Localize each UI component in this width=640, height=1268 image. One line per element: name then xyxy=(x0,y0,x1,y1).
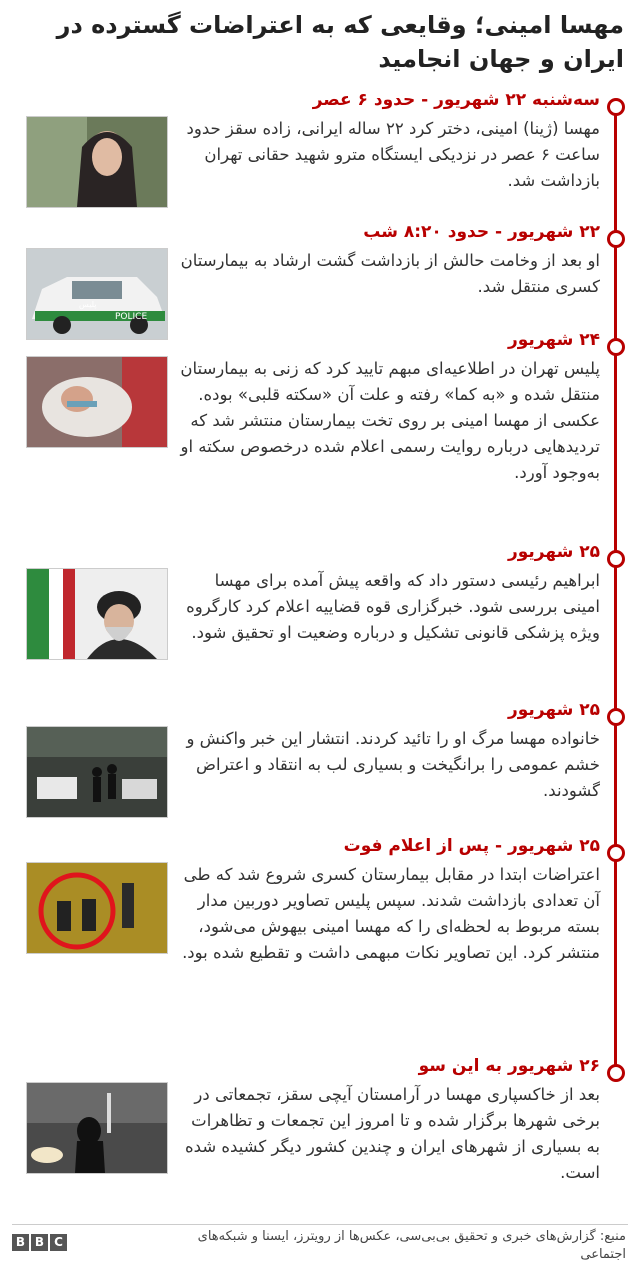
timeline-event xyxy=(26,836,600,962)
event-heading: ۲۶ شهریور به این سو xyxy=(418,1056,600,1076)
street-crowd-photo-icon xyxy=(26,726,168,818)
event-heading: ۲۵ شهریور xyxy=(507,700,600,720)
police-car-photo-icon xyxy=(26,248,168,340)
source-credit: منبع: گزارش‌های خبری و تحقیق بی‌بی‌سی، عکس‌ها از رویترز، ایسنا و شبکه‌های اجتماعی xyxy=(197,1229,626,1262)
cctv-still-photo-icon xyxy=(26,862,168,954)
event-heading: سه‌شنبه ۲۲ شهریور - حدود ۶ عصر xyxy=(312,90,600,110)
event-text: او بعد از وخامت حالش از بازداشت گشت ارشاد به بیمارستان کسری منتقل شد. xyxy=(180,251,600,296)
logo-letter: B xyxy=(12,1234,29,1251)
event-heading: ۲۲ شهریور - حدود ۸:۲۰ شب xyxy=(363,222,600,242)
event-heading: ۲۴ شهریور xyxy=(507,330,600,350)
timeline xyxy=(606,98,626,1078)
timeline-event xyxy=(26,700,600,820)
event-text: پلیس تهران در اطلاعیه‌ای مبهم تایید کرد که زنی به بیمارستان منتقل شده و «به کما» رفته و علت آن «سکته قلبی» بوده. عکسی از مهسا امینی بر روی تخت بیمارستان منتشر شد که تردیدهایی درباره روایت رسمی اعلام شده درخصوص سکته او به‌وجود آورد. xyxy=(180,359,600,482)
page-title: مهسا امینی؛ وقایعی که به اعتراضات گسترده در ایران و جهان انجامید xyxy=(56,11,624,73)
event-heading: ۲۵ شهریور - پس از اعلام فوت xyxy=(343,836,600,856)
event-text: مهسا (ژینا) امینی، دختر کرد ۲۲ ساله ایرانی، زاده سقز حدود ساعت ۶ عصر در نزدیکی ایستگاه مترو شهید حقانی تهران بازداشت شد. xyxy=(186,119,600,190)
timeline-dot xyxy=(607,230,625,248)
logo-letter: B xyxy=(31,1234,48,1251)
timeline-event xyxy=(26,330,600,482)
event-text: بعد از خاکسپاری مهسا در آرامستان آیچی سقز، تجمعاتی در برخی شهرها برگزار شده و تا امروز این تجمعات و تظاهرات به بسیاری از شهرهای ایران و چندین کشور دیگر کشیده شده است. xyxy=(185,1085,600,1182)
logo-letter: C xyxy=(50,1234,67,1251)
timeline-dot xyxy=(607,708,625,726)
police-fa-text: پلیس xyxy=(79,300,97,309)
hospital-bed-photo-icon xyxy=(26,356,168,448)
timeline-dot xyxy=(607,338,625,356)
timeline-dot xyxy=(607,98,625,116)
protest-photo-icon xyxy=(26,1082,168,1174)
timeline-line xyxy=(614,104,617,1079)
event-text: خانواده مهسا مرگ او را تائید کردند. انتشار این خبر واکنش و خشم عمومی را برانگیخت و بسیاری لب به انتقاد و اعتراض گشودند. xyxy=(186,729,600,800)
footer-divider xyxy=(12,1224,628,1225)
portrait-photo-icon xyxy=(26,116,168,208)
timeline-dot xyxy=(607,1064,625,1082)
timeline-event xyxy=(26,1056,600,1182)
event-text: اعتراضات ابتدا در مقابل بیمارستان کسری شروع شد که طی آن تعدادی بازداشت شدند. سپس پلیس تصاویر دوربین مدار بسته مربوط به لحظه‌ای را که مهسا امینی بیهوش می‌شود، منتشر کرد. این تصاویر نکات مبهمی داشت و تقطیع شده بود. xyxy=(182,865,600,962)
timeline-dot xyxy=(607,550,625,568)
bbc-logo xyxy=(12,1234,67,1251)
police-text: POLICE xyxy=(115,312,148,322)
timeline-dot xyxy=(607,844,625,862)
president-photo-icon xyxy=(26,568,168,660)
timeline-event xyxy=(26,542,600,662)
event-heading: ۲۵ شهریور xyxy=(507,542,600,562)
event-text: ابراهیم رئیسی دستور داد که واقعه پیش آمده برای مهسا امینی بررسی شود. خبرگزاری قوه قضاییه اعلام کرد کارگروه ویژه پزشکی قانونی تشکیل و درباره وضعیت او تحقیق شود. xyxy=(186,571,600,642)
timeline-event xyxy=(26,90,600,210)
timeline-event xyxy=(26,222,600,342)
